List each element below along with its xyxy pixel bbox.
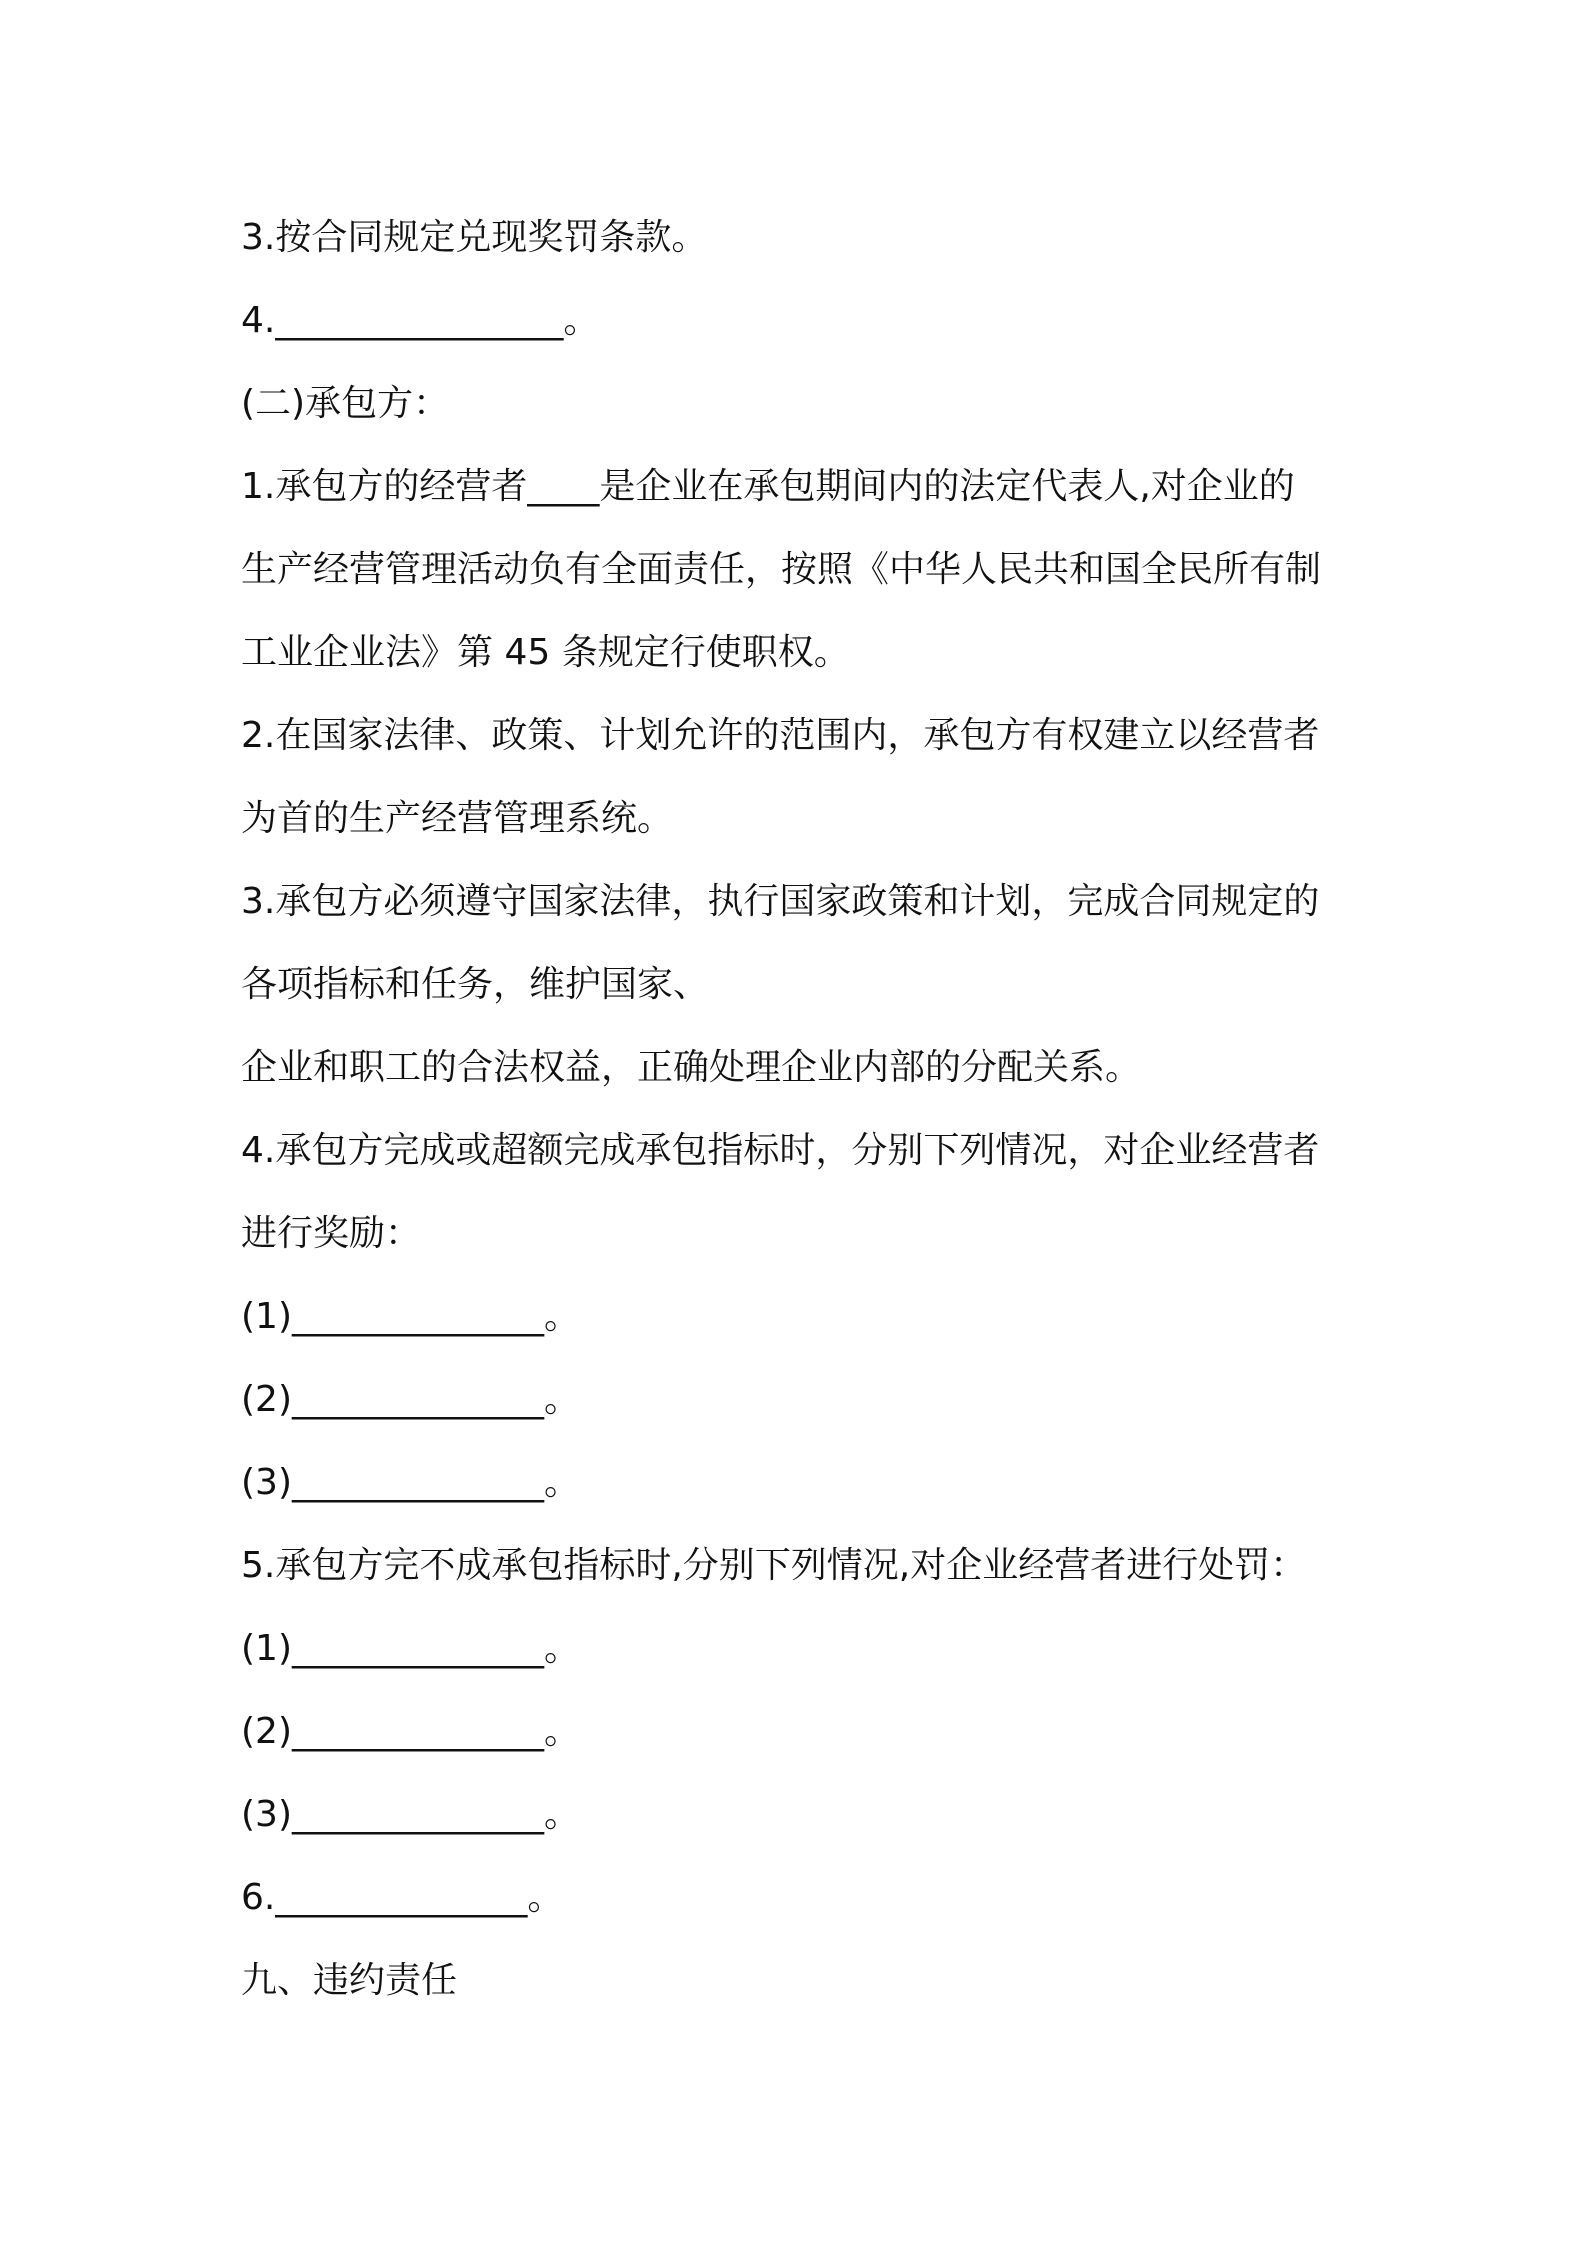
contractor-clause-3-line-2: 各项指标和任务，维护国家、 bbox=[241, 964, 710, 1005]
contractor-clause-5: 5.承包方完不成承包指标时,分别下列情况,对企业经营者进行处罚： bbox=[241, 1545, 1307, 1586]
contractor-clause-4-line-2: 进行奖励： bbox=[241, 1213, 422, 1254]
section-nine-heading: 九、违约责任 bbox=[241, 1960, 458, 2001]
reward-item-3: (3)______________。 bbox=[241, 1462, 580, 1503]
contractor-clause-4-line-1: 4.承包方完成或超额完成承包指标时，分别下列情况，对企业经营者 bbox=[241, 1130, 1320, 1171]
penalty-item-2: (2)______________。 bbox=[241, 1711, 580, 1752]
contractor-clause-3-line-3: 企业和职工的合法权益，正确处理企业内部的分配关系。 bbox=[241, 1047, 1142, 1088]
clause-3-reward-penalty: 3.按合同规定兑现奖罚条款。 bbox=[241, 217, 708, 258]
contractor-clause-2-line-1: 2.在国家法律、政策、计划允许的范围内，承包方有权建立以经营者 bbox=[241, 715, 1320, 756]
contractor-clause-1-line-2: 生产经营管理活动负有全面责任，按照《中华人民共和国全民所有制 bbox=[241, 549, 1322, 590]
contractor-clause-6-blank: 6.______________。 bbox=[241, 1877, 564, 1918]
contractor-clause-3-line-1: 3.承包方必须遵守国家法律，执行国家政策和计划，完成合同规定的 bbox=[241, 881, 1320, 922]
reward-item-2: (2)______________。 bbox=[241, 1379, 580, 1420]
contractor-clause-1-line-3: 工业企业法》第 45 条规定行使职权。 bbox=[241, 632, 850, 673]
penalty-item-3: (3)______________。 bbox=[241, 1794, 580, 1835]
section-contractor-heading: (二)承包方： bbox=[241, 383, 450, 424]
document-body bbox=[241, 196, 1361, 2022]
clause-4-blank: 4.________________。 bbox=[241, 300, 600, 341]
penalty-item-1: (1)______________。 bbox=[241, 1628, 580, 1669]
contractor-clause-1-line-1: 1.承包方的经营者____是企业在承包期间内的法定代表人,对企业的 bbox=[241, 466, 1295, 507]
reward-item-1: (1)______________。 bbox=[241, 1296, 580, 1337]
contractor-clause-2-line-2: 为首的生产经营管理系统。 bbox=[241, 798, 674, 839]
